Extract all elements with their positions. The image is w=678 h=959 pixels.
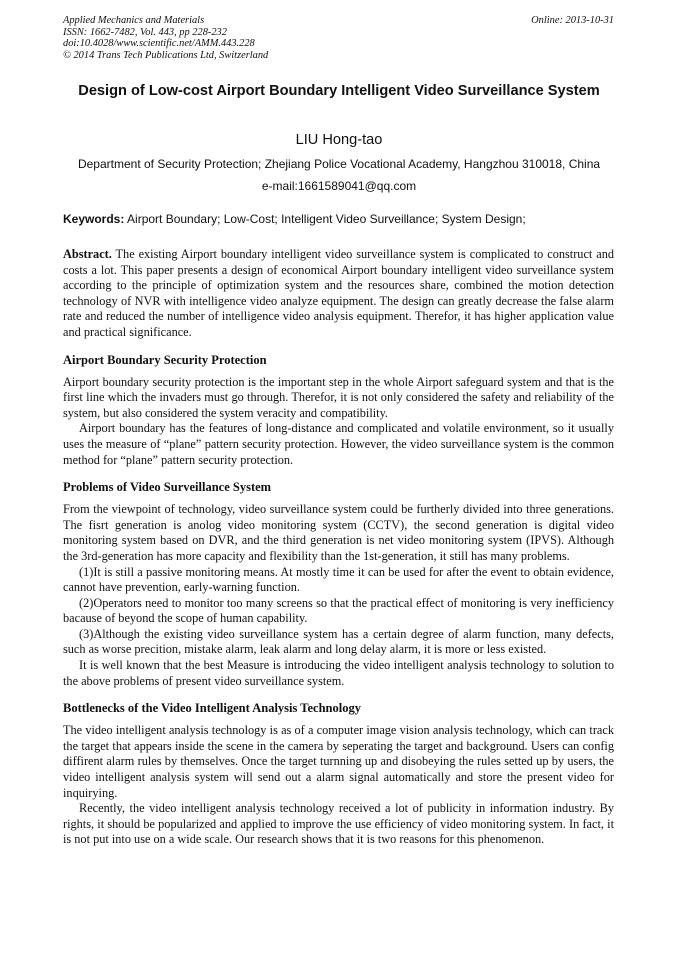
abstract-label: Abstract. <box>63 247 112 261</box>
paragraph: From the viewpoint of technology, video surveillance system could be furtherly divided into three generations. The fisrt generation is anolog video monitoring system (CCTV), the second generation is digital video monitoring system based on DVR, and the third generation is net video monitoring system (IPVS). Although the 3rd-generation has more capacity and flexibility than the 1st-generation, it still has many problems. <box>63 502 614 563</box>
section-heading: Problems of Video Surveillance System <box>63 480 272 495</box>
section-heading: Bottlenecks of the Video Intelligent Analysis Technology <box>63 701 361 716</box>
keywords-text: Airport Boundary; Low-Cost; Intelligent Video Surveillance; System Design; <box>127 212 526 226</box>
paragraph: (2)Operators need to monitor too many screens so that the practical effect of monitoring is very inefficiency bacause of beyond the scope of human capability. <box>63 595 614 626</box>
online-date: Online: 2013-10-31 <box>531 15 614 26</box>
paragraph: (1)It is still a passive monitoring means. At mostly time it can be used for after the event to obtain evidence, cannot have prevention, early-warning function. <box>63 564 614 595</box>
author-affiliation: Department of Security Protection; Zhejiang Police Vocational Academy, Hangzhou 310018, China <box>77 157 601 171</box>
journal-header <box>63 15 614 61</box>
paper-body <box>63 247 614 848</box>
paragraph: The video intelligent analysis technology is as of a computer image vision analysis technology, which can track the target that appears inside the scene in the camera by seperating the target and background. Users can config diffirent alarm rules by themselves. Once the target turnning up and disobeying the rules setted up by users, the video intelligent analysis system will send out a alarm signal automatically and store the present video for inquirying. <box>63 723 614 800</box>
abstract <box>63 247 614 341</box>
journal-issn: ISSN: 1662-7482, Vol. 443, pp 228-232 <box>63 26 227 38</box>
paragraph: Airport boundary security protection is the important step in the whole Airport safeguard system and that is the first line which the invaders must go through. Therefor, it is not only considered the safety and reliability of the system, but also considered the system veracity and compatibility. <box>63 374 614 420</box>
journal-copyright: © 2014 Trans Tech Publications Ltd, Switzerland <box>63 49 269 61</box>
paper-author: LIU Hong-tao <box>295 132 383 148</box>
section-heading: Airport Boundary Security Protection <box>63 352 267 367</box>
journal-doi: doi:10.4028/www.scientific.net/AMM.443.228 <box>63 38 255 50</box>
paragraph: (3)Although the existing video surveillance system has a certain degree of alarm function, many defects, such as worse precition, mistake alarm, leak alarm and long delay alarm, it is more or less existed. <box>63 626 614 657</box>
author-email: e-mail:1661589041@qq.com <box>261 179 417 193</box>
keywords-line <box>63 212 614 226</box>
paper-title: Design of Low-cost Airport Boundary Intelligent Video Surveillance System <box>78 83 600 99</box>
keywords-label: Keywords: <box>63 212 125 226</box>
journal-name: Applied Mechanics and Materials <box>63 15 205 26</box>
paragraph: Airport boundary has the features of long-distance and complicated and volatile environment, so it usually uses the measure of “plane” pattern security protection. However, the video surveillance system is the common method for “plane” pattern security protection. <box>63 421 614 467</box>
paragraph: It is well known that the best Measure is introducing the video intelligent analysis technology to solution to the above problems of present video surveillance system. <box>63 658 614 688</box>
paragraph: Recently, the video intelligent analysis technology received a lot of publicity in information industry. By rights, it should be popularized and applied to improve the use efficiency of video monitoring system. In fact, it is not put into use on a wide scale. Our research shows that it is two reasons for this phenomenon. <box>63 801 614 847</box>
abstract-text: The existing Airport boundary intelligent video surveillance system is complicated to construct and costs a lot. This paper presents a design of economical Airport boundary intelligent video surveillance system according to the principle of optimization system and the resources share, combined the motion detection technology of NVR with intelligence video analyze equipment. The design can greatly decrease the false alarm rate and reduced the number of intelligence video analysis equipment. Therefor, it has higher application value and practical significance. <box>63 247 614 339</box>
